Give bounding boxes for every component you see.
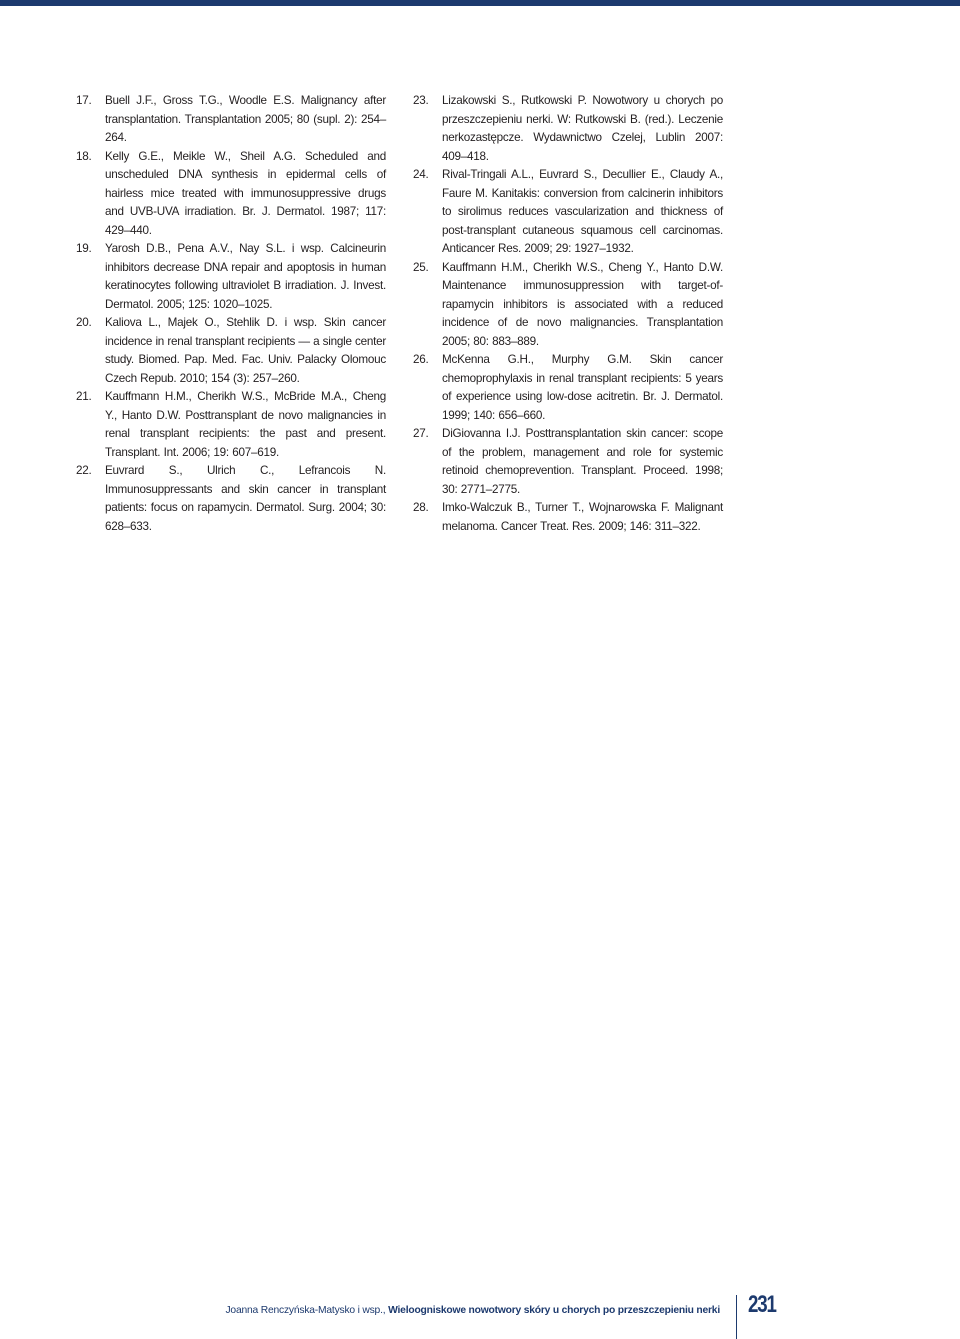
- references-column-left: [76, 92, 386, 536]
- top-accent-bar: [0, 0, 960, 6]
- page-footer: [0, 1291, 960, 1339]
- reference-text: DiGiovanna I.J. Posttransplantation skin cancer: scope of the problem, management and role for systemic retinoid chemoprevention. Transplant. Proceed. 1998; 30: 2771–2775.: [442, 427, 723, 496]
- reference-text: Kelly G.E., Meikle W., Sheil A.G. Scheduled and unscheduled DNA synthesis in epidermal cells of hairless mice treated with immunosuppressive drugs and UVB-UVA irradiation. Br. J. Dermatol. 1987; 117: 429–440.: [105, 149, 386, 237]
- reference-number: 23.: [413, 94, 429, 107]
- reference-item: [76, 388, 386, 462]
- reference-number: 22.: [76, 464, 92, 477]
- reference-item: [413, 351, 723, 425]
- reference-text: Imko-Walczuk B., Turner T., Wojnarowska F. Malignant melanoma. Cancer Treat. Res. 2009; 146: 311–322.: [442, 501, 723, 533]
- reference-number: 25.: [413, 260, 429, 274]
- footer-article-title: Wieloogniskowe nowotwory skóry u chorych po przeszczepieniu nerki: [388, 1305, 720, 1316]
- reference-number: 21.: [76, 390, 92, 403]
- reference-number: 18.: [76, 149, 92, 163]
- reference-text: McKenna G.H., Murphy G.M. Skin cancer chemoprophylaxis in renal transplant recipients: 5 years of experience using low-dose acitretin. Br. J. Dermatol. 1999; 140: 656–660.: [442, 353, 723, 422]
- reference-number: 26.: [413, 353, 429, 366]
- reference-text: Kauffmann H.M., Cherikh W.S., McBride M.A., Cheng Y., Hanto D.W. Posttransplant de novo malignancies in renal transplant recipients: the past and present. Transplant. Int. 2006; 19: 607–619.: [105, 390, 386, 459]
- reference-item: [76, 148, 386, 241]
- reference-number: 28.: [413, 501, 429, 514]
- reference-text: Lizakowski S., Rutkowski P. Nowotwory u chorych po przeszczepieniu nerki. W: Rutkowski B. (red.). Leczenie nerkozastępcze. Wydawnictwo Czelej, Lublin 2007: 409–418.: [442, 94, 723, 163]
- reference-number: 19.: [76, 242, 92, 255]
- reference-number: 24.: [413, 168, 429, 181]
- reference-text: Rival-Tringali A.L., Euvrard S., Decullier E., Claudy A., Faure M. Kanitakis: conversion from calcinerin inhibitors to sirolimus reduces vascularization and thickness of post-transplant cutaneous squamous cell carcinomas. Anticancer Res. 2009; 29: 1927–1932.: [442, 168, 723, 255]
- reference-item: [413, 499, 723, 536]
- footer-authors: Joanna Renczyńska-Matysko i wsp.,: [225, 1305, 386, 1316]
- reference-text: Buell J.F., Gross T.G., Woodle E.S. Malignancy after transplantation. Transplantation 2005; 80 (supl. 2): 254–264.: [105, 94, 386, 144]
- reference-item: [76, 92, 386, 148]
- reference-number: 17.: [76, 94, 92, 107]
- reference-item: [413, 259, 723, 352]
- reference-number: 20.: [76, 316, 92, 329]
- reference-item: [76, 240, 386, 314]
- reference-text: Yarosh D.B., Pena A.V., Nay S.L. i wsp. Calcineurin inhibitors decrease DNA repair and apoptosis in human keratinocytes following ultraviolet B irradiation. J. Invest. Dermatol. 2005; 125: 1020–1025.: [105, 242, 386, 311]
- reference-item: [76, 462, 386, 536]
- footer-divider: [736, 1295, 737, 1339]
- reference-text: Kauffmann H.M., Cherikh W.S., Cheng Y., Hanto D.W. Maintenance immunosuppression with target-of-rapamycin inhibitors is associated with a reduced incidence of de novo malignancies. Transplantation 2005; 80: 883–889.: [442, 260, 723, 348]
- reference-item: [413, 92, 723, 166]
- reference-item: [413, 425, 723, 499]
- reference-item: [413, 166, 723, 259]
- reference-number: 27.: [413, 427, 429, 440]
- page-number: 231: [748, 1291, 776, 1318]
- references-column-right: [413, 92, 723, 536]
- reference-text: Kaliova L., Majek O., Stehlik D. i wsp. Skin cancer incidence in renal transplant recipients — a single center study. Biomed. Pap. Med. Fac. Univ. Palacky Olomouc Czech Repub. 2010; 154 (3): 257–260.: [105, 316, 386, 385]
- reference-item: [76, 314, 386, 388]
- reference-text: Euvrard S., Ulrich C., Lefrancois N. Immunosuppressants and skin cancer in transplant patients: focus on rapamycin. Dermatol. Surg. 2004; 30: 628–633.: [105, 464, 386, 533]
- running-footer: [225, 1305, 720, 1316]
